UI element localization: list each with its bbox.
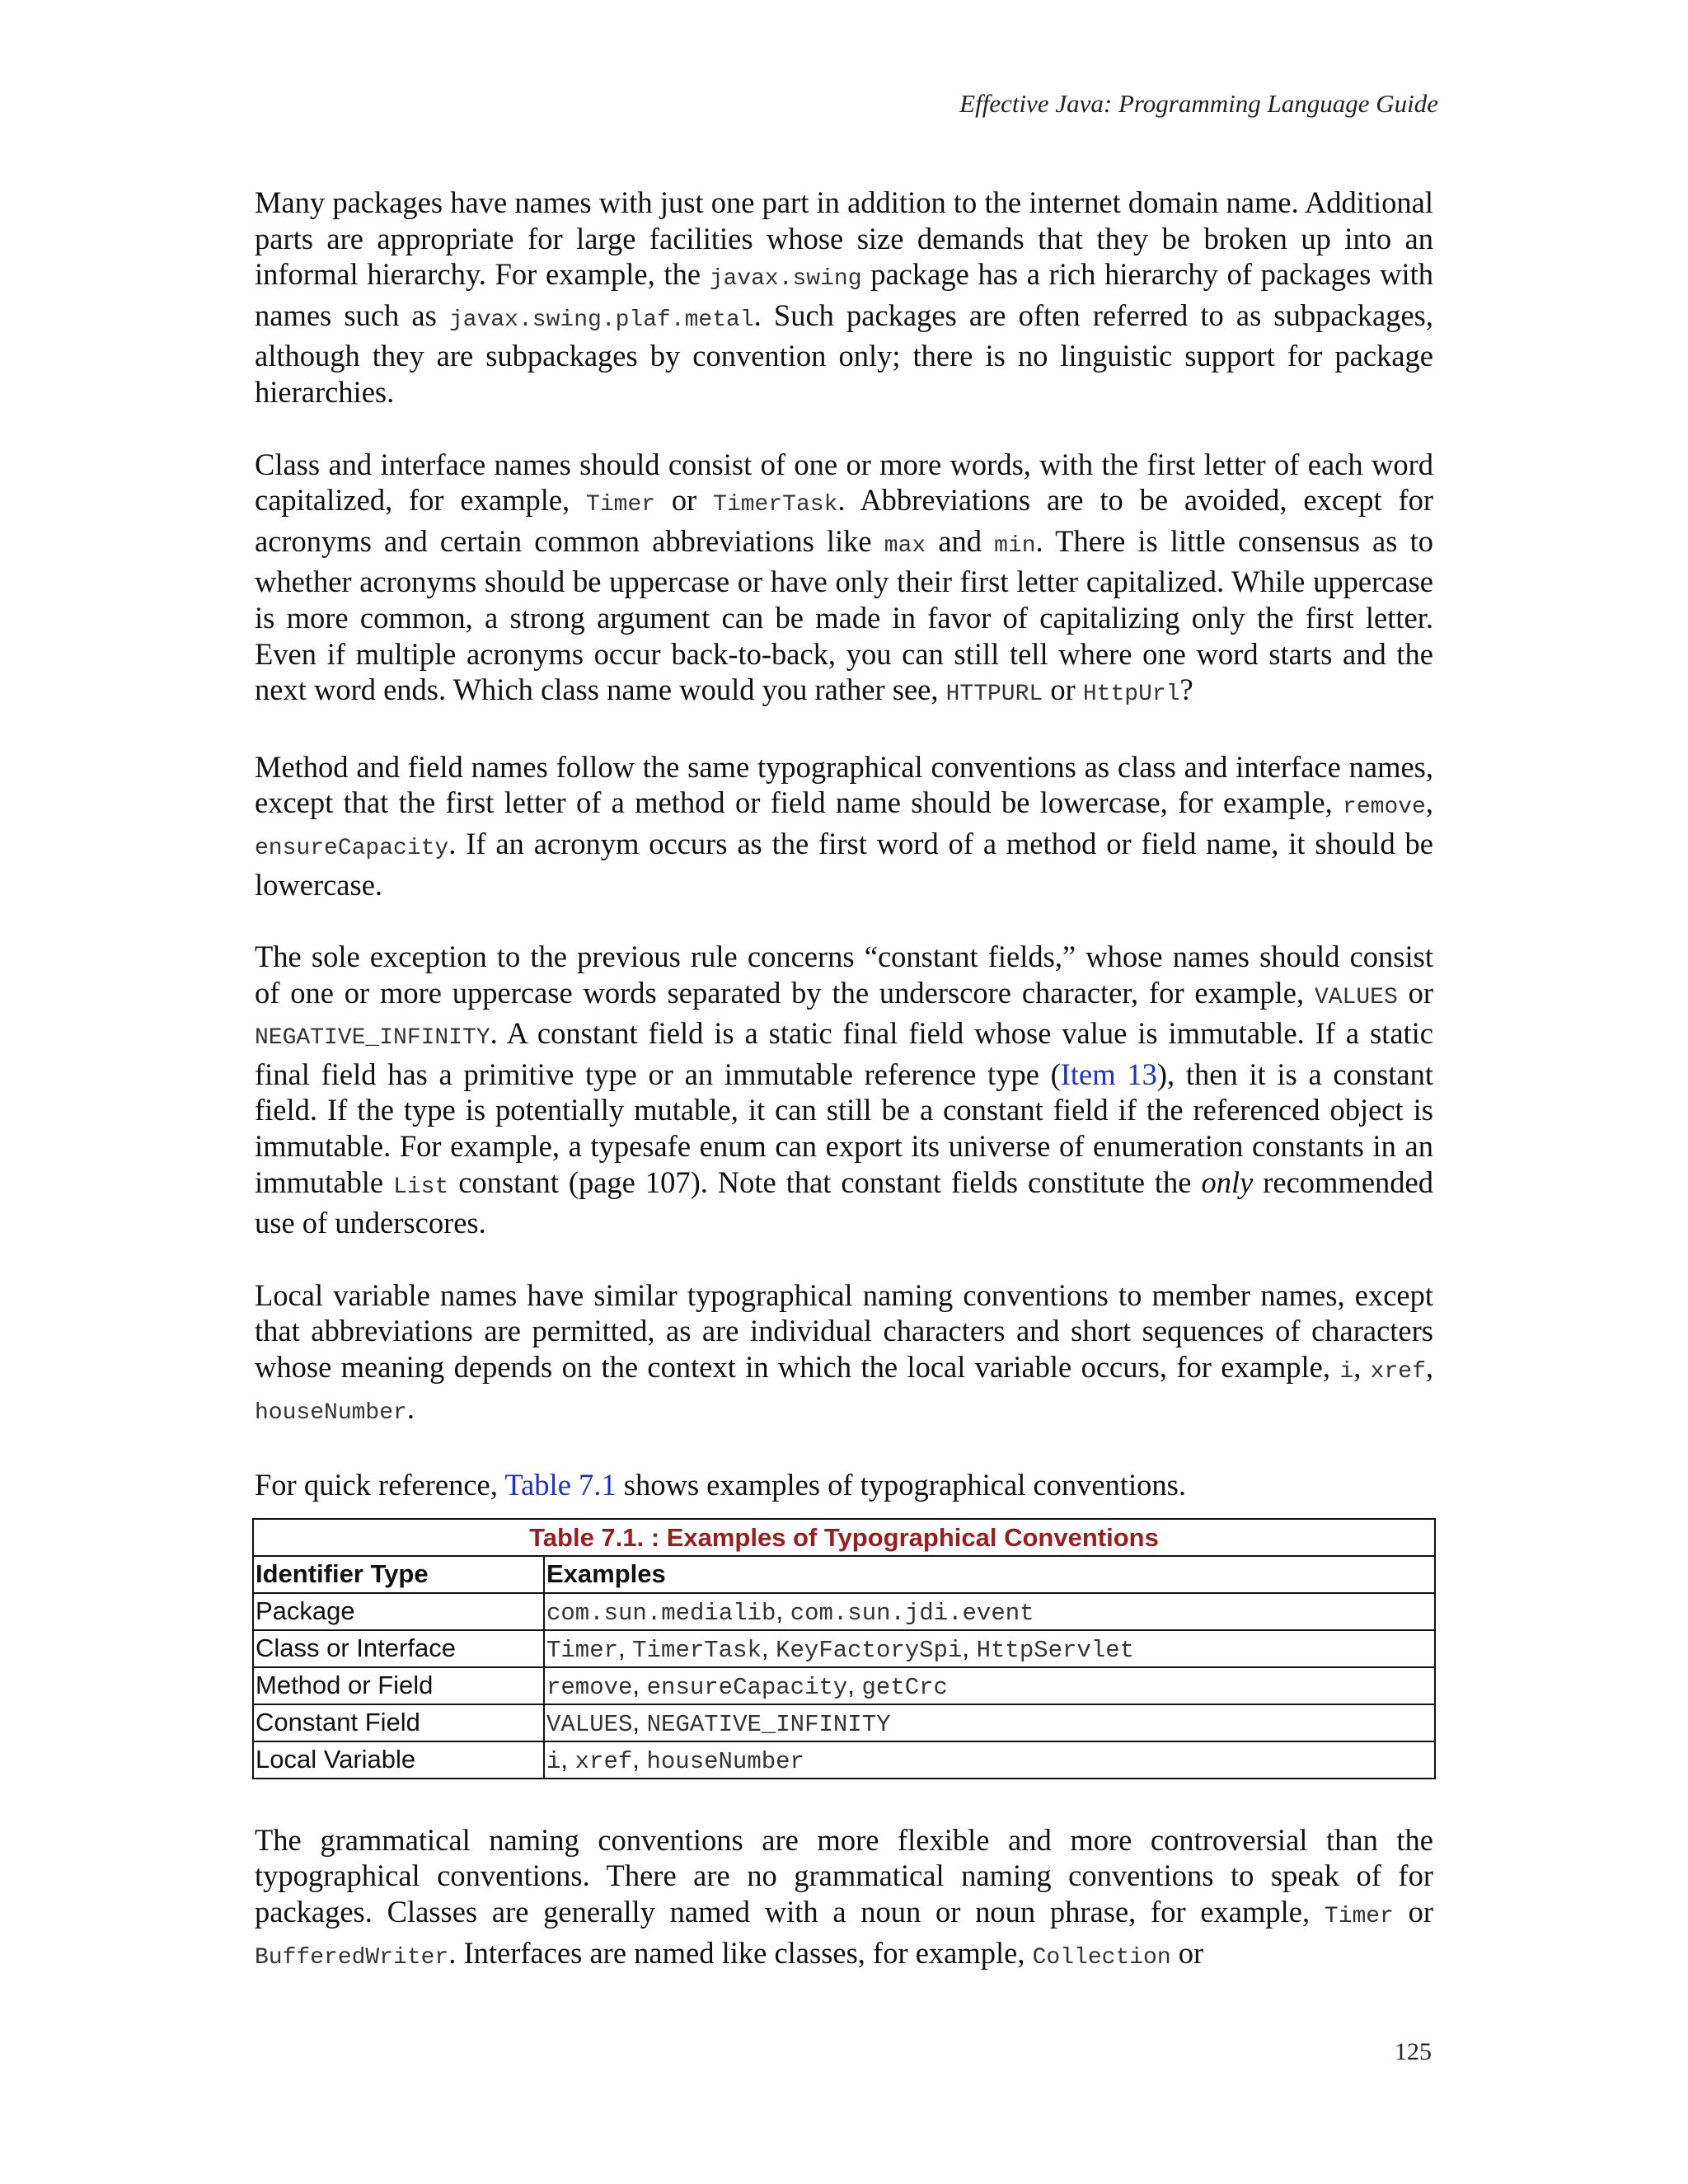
table-row	[253, 1667, 1435, 1704]
code-term: i	[1339, 1359, 1354, 1385]
separator: ,	[632, 1707, 647, 1736]
text-run: Many packages have names with just one part in addition to the internet domain name. Additional parts are appropriate for large facilities whose size demands that they be broken up into an informal hierarchy. For example, the	[255, 185, 1433, 292]
separator: ,	[761, 1633, 776, 1662]
text-run: ,	[1425, 785, 1433, 820]
code-term: HttpUrl	[1082, 682, 1180, 708]
page-number: 125	[1395, 2038, 1432, 2065]
example-code: houseNumber	[646, 1747, 804, 1775]
identifier-type-cell: Method or Field	[253, 1667, 544, 1704]
conventions-table	[252, 1518, 1436, 1779]
code-term: Timer	[1324, 1904, 1394, 1929]
table-caption: Table 7.1. : Examples of Typographical Conventions	[252, 1518, 1436, 1555]
text-run: or	[655, 483, 714, 518]
identifier-type-cell: Class or Interface	[253, 1630, 544, 1667]
text-run: shows examples of typographical conventions.	[616, 1468, 1186, 1502]
table-header-row	[253, 1556, 1435, 1593]
code-term: remove	[1343, 794, 1426, 821]
paragraph-package-hierarchy	[255, 185, 1433, 410]
item-13-link[interactable]: Item 13	[1060, 1057, 1157, 1091]
code-term: min	[994, 532, 1036, 559]
paragraph-grammatical-conventions	[255, 1822, 1433, 1975]
running-header: Effective Java: Programming Language Guide	[959, 89, 1438, 118]
code-term: Timer	[586, 492, 656, 518]
column-header-examples: Examples	[544, 1556, 1435, 1593]
separator: ,	[847, 1670, 862, 1699]
table-row	[253, 1630, 1435, 1667]
paragraph-method-names	[255, 749, 1433, 902]
text-run: or	[1043, 673, 1083, 707]
example-code: getCrc	[861, 1673, 948, 1701]
example-code: com.sun.jdi.event	[790, 1599, 1034, 1627]
example-code: i	[546, 1747, 561, 1775]
text-run: ,	[1425, 1350, 1434, 1385]
example-code: HttpServlet	[976, 1636, 1135, 1664]
text-run: . A constant field is a static final field whose value is immutable. If a static final field has a primitive type or an immutable reference type (	[255, 1016, 1433, 1091]
example-code: TimerTask	[632, 1636, 762, 1664]
emphasis: only	[1201, 1165, 1254, 1199]
examples-cell	[544, 1630, 1435, 1667]
separator: ,	[560, 1744, 575, 1774]
text-run: The sole exception to the previous rule concerns “constant fields,” whose names should consist of one or more uppercase words separated by the underscore character, for example,	[255, 940, 1433, 1010]
example-code: KeyFactorySpi	[776, 1636, 963, 1664]
code-term: HTTPURL	[945, 682, 1043, 708]
code-term: max	[884, 532, 926, 559]
text-run: constant (page 107). Note that constant fields constitute the	[448, 1165, 1202, 1199]
identifier-type-cell: Local Variable	[253, 1741, 544, 1779]
example-code: com.sun.medialib	[546, 1599, 776, 1627]
example-code: xref	[574, 1747, 633, 1775]
text-run: Class and interface names should consist of one or more words, with the first letter of each word capitalized, for example,	[255, 447, 1433, 518]
code-term: NEGATIVE_INFINITY	[255, 1025, 490, 1052]
text-run: Method and field names follow the same typographical conventions as class and interface names, except that the first letter of a method or field name should be lowercase, for example,	[255, 749, 1433, 820]
example-code: VALUES	[546, 1710, 633, 1738]
text-run: ,	[1353, 1350, 1371, 1385]
table-body	[253, 1593, 1435, 1779]
code-term: ensureCapacity	[255, 835, 449, 861]
text-run: and	[926, 523, 995, 558]
separator: ,	[632, 1670, 647, 1699]
code-term: List	[393, 1174, 449, 1200]
text-run: recommended use of underscores.	[255, 1165, 1433, 1240]
paragraph-local-variables	[255, 1277, 1433, 1431]
examples-cell	[544, 1667, 1435, 1704]
table-row	[253, 1704, 1435, 1741]
text-run: ?	[1179, 673, 1193, 707]
example-code: NEGATIVE_INFINITY	[646, 1710, 891, 1738]
example-code: ensureCapacity	[646, 1673, 848, 1701]
text-run: or	[1170, 1935, 1204, 1970]
code-term: VALUES	[1314, 984, 1398, 1010]
text-run: . Interfaces are named like classes, for example,	[448, 1935, 1033, 1970]
example-code: Timer	[546, 1636, 619, 1664]
page-body	[255, 185, 1433, 2012]
code-term: xref	[1370, 1359, 1426, 1385]
text-run: For quick reference,	[255, 1468, 505, 1502]
identifier-type-cell: Package	[253, 1593, 544, 1630]
table-row	[253, 1741, 1435, 1779]
text-run: . Abbreviations are to be avoided, except for acronyms and certain common abbreviations like	[255, 483, 1434, 558]
example-code: remove	[546, 1673, 633, 1701]
paragraph-constant-fields	[255, 939, 1433, 1241]
paragraph-class-names	[255, 447, 1433, 713]
separator: ,	[962, 1633, 977, 1662]
code-term: javax.swing.plaf.metal	[448, 307, 754, 333]
examples-cell	[544, 1704, 1435, 1741]
text-run: ), then it is a constant field. If the type is potentially mutable, it can still be a constant field if the referenced object is immutable. For example, a typesafe enum can export its universe of enumeration constants in an immutable	[255, 1057, 1434, 1199]
code-term: javax.swing	[709, 266, 862, 293]
text-run: .	[406, 1390, 415, 1425]
code-term: houseNumber	[255, 1399, 407, 1426]
table-7-1-link[interactable]: Table 7.1	[504, 1468, 617, 1502]
table-row	[253, 1593, 1435, 1630]
examples-cell	[544, 1593, 1435, 1630]
column-header-identifier-type: Identifier Type	[253, 1556, 544, 1593]
separator: ,	[632, 1744, 647, 1774]
paragraph-quick-reference	[255, 1467, 1433, 1503]
code-term: BufferedWriter	[255, 1944, 449, 1971]
text-run: . If an acronym occurs as the first word of a method or field name, it should be lowercase.	[255, 826, 1433, 902]
text-run: . Such packages are often referred to as subpackages, although they are subpackages by convention only; there is no linguistic support for package hierarchies.	[255, 298, 1433, 409]
identifier-type-cell: Constant Field	[253, 1704, 544, 1741]
code-term: Collection	[1032, 1944, 1171, 1971]
code-term: TimerTask	[713, 492, 838, 518]
text-run: or	[1393, 1895, 1434, 1929]
separator: ,	[776, 1596, 790, 1625]
separator: ,	[618, 1633, 633, 1662]
text-run: . There is little consensus as to whether acronyms should be uppercase or have only their first letter capitalized. While uppercase is more common, a strong argument can be made in favor of capitalizing only the first letter. Even if multiple acronyms occur back-to-back, you can still tell where one word starts and the next word ends. Which class name would you rather see,	[255, 523, 1433, 707]
text-run: The grammatical naming conventions are more flexible and more controversial than the typographical conventions. There are no grammatical naming conventions to speak of for packages. Classes are generally named with a noun or noun phrase, for example,	[255, 1822, 1433, 1929]
text-run: or	[1397, 975, 1434, 1010]
examples-cell	[544, 1741, 1435, 1779]
text-run: package has a rich hierarchy of packages with names such as	[255, 257, 1433, 332]
text-run: Local variable names have similar typographical naming conventions to member names, except that abbreviations are permitted, as are individual characters and short sequences of characters whose meaning depends on the context in which the local variable occurs, for example,	[255, 1277, 1433, 1385]
